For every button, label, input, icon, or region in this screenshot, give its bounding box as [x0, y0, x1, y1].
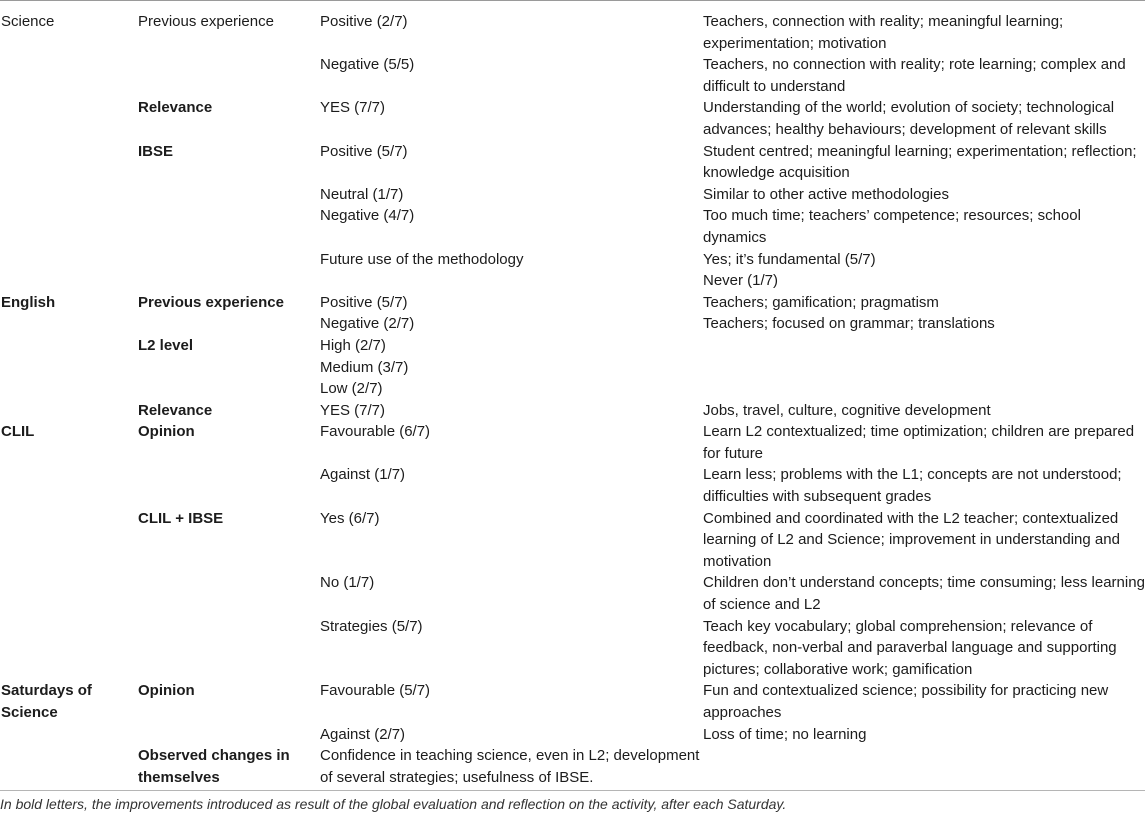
section-cell	[0, 270, 138, 292]
table-row	[0, 745, 1145, 788]
table-row	[0, 184, 1145, 206]
section-cell	[0, 335, 138, 357]
table-row	[0, 141, 1145, 184]
comment-cell: Teach key vocabulary; global comprehension; relevance of feedback, non-verbal and paraverbal language and supporting pictures; collaborative work; gamification	[703, 617, 1117, 678]
comment-cell: Too much time; teachers’ competence; resources; school dynamics	[703, 207, 1081, 246]
comment-cell: Yes; it’s fundamental (5/7)	[703, 250, 876, 268]
item-cell	[320, 270, 703, 292]
table-row	[0, 400, 1145, 422]
category-cell	[138, 54, 320, 97]
item-cell: YES (7/7)	[320, 99, 386, 117]
category-cell: IBSE	[138, 142, 174, 160]
item-cell: Against (2/7)	[320, 725, 406, 743]
category-cell	[138, 572, 320, 615]
category-cell: Observed changes in themselves	[138, 747, 290, 786]
table-row	[0, 572, 1145, 615]
comment-cell: Combined and coordinated with the L2 teacher; contextualized learning of L2 and Science; improvement in understanding and motivation	[703, 509, 1120, 570]
table-row	[0, 378, 1145, 400]
item-cell: No (1/7)	[320, 574, 375, 592]
category-cell: CLIL + IBSE	[138, 509, 224, 527]
section-cell	[0, 616, 138, 681]
category-cell	[138, 270, 320, 292]
comment-cell: Teachers; focused on grammar; translations	[703, 315, 995, 333]
item-cell: Neutral (1/7)	[320, 185, 404, 203]
comment-cell: Teachers, no connection with reality; rote learning; complex and difficult to understand	[703, 56, 1126, 95]
table-row	[0, 724, 1145, 746]
section-cell	[0, 249, 138, 271]
table-row	[0, 54, 1145, 97]
item-cell: Negative (4/7)	[320, 207, 415, 225]
category-cell	[138, 184, 320, 206]
item-cell: Confidence in teaching science, even in L2; development of several strategies; usefulness of IBSE.	[320, 747, 700, 786]
table-row	[0, 270, 1145, 292]
table-row	[0, 508, 1145, 573]
category-cell	[138, 378, 320, 400]
item-cell: Strategies (5/7)	[320, 617, 423, 635]
section-cell	[0, 184, 138, 206]
category-cell: Opinion	[138, 682, 195, 700]
section-cell	[0, 724, 138, 746]
section-cell	[0, 400, 138, 422]
comment-cell: Fun and contextualized science; possibility for practicing new approaches	[703, 682, 1109, 721]
category-cell	[138, 313, 320, 335]
category-cell: Relevance	[138, 99, 213, 117]
comment-cell: Jobs, travel, culture, cognitive development	[703, 401, 991, 419]
item-cell: Favourable (6/7)	[320, 423, 431, 441]
item-cell: Future use of the methodology	[320, 250, 524, 268]
category-cell: Opinion	[138, 423, 195, 441]
section-cell	[0, 378, 138, 400]
section-cell	[0, 464, 138, 507]
table-footnote: In bold letters, the improvements introduced as result of the global evaluation and reflection on the activity, after each Saturday.	[0, 796, 787, 812]
comment-cell: Teachers, connection with reality; meaningful learning; experimentation; motivation	[703, 13, 1064, 52]
section-cell	[0, 745, 138, 788]
category-cell	[138, 205, 320, 248]
item-cell: Low (2/7)	[320, 380, 383, 398]
section-cell	[0, 205, 138, 248]
item-cell: Medium (3/7)	[320, 358, 409, 376]
category-cell: Previous experience	[138, 293, 284, 311]
comment-cell	[703, 378, 1145, 400]
section-cell	[0, 508, 138, 573]
section-cell	[0, 357, 138, 379]
table-row	[0, 313, 1145, 335]
section-cell	[0, 54, 138, 97]
section-cell	[0, 97, 138, 140]
comment-cell: Loss of time; no learning	[703, 725, 867, 743]
comment-cell: Children don’t understand concepts; time consuming; less learning of science and L2	[703, 574, 1145, 614]
item-cell: Against (1/7)	[320, 466, 406, 484]
table-row	[0, 357, 1145, 379]
item-cell: Negative (5/5)	[320, 56, 415, 74]
results-table-body	[0, 1, 1145, 788]
table-row	[0, 680, 1145, 723]
item-cell: Positive (2/7)	[320, 13, 408, 30]
category-cell: Previous experience	[138, 13, 274, 30]
section-cell: English	[1, 293, 56, 311]
item-cell: Negative (2/7)	[320, 315, 415, 333]
table-row	[0, 1, 1145, 54]
item-cell: Positive (5/7)	[320, 142, 408, 160]
category-cell: L2 level	[138, 336, 194, 354]
item-cell: Positive (5/7)	[320, 293, 408, 311]
table-row	[0, 464, 1145, 507]
table-row	[0, 335, 1145, 357]
table-row	[0, 616, 1145, 681]
comment-cell	[703, 357, 1145, 379]
category-cell	[138, 724, 320, 746]
section-cell	[0, 313, 138, 335]
section-cell: CLIL	[1, 423, 35, 441]
table-row	[0, 292, 1145, 314]
item-cell: Favourable (5/7)	[320, 682, 431, 700]
category-cell: Relevance	[138, 401, 213, 419]
category-cell	[138, 464, 320, 507]
table-row	[0, 421, 1145, 464]
comment-cell: Similar to other active methodologies	[703, 185, 949, 203]
table-row	[0, 249, 1145, 271]
comment-cell: Learn L2 contextualized; time optimization; children are prepared for future	[703, 423, 1135, 462]
results-table	[0, 1, 1145, 788]
section-cell: Science	[1, 13, 55, 30]
table-row	[0, 205, 1145, 248]
item-cell: YES (7/7)	[320, 401, 386, 419]
item-cell: High (2/7)	[320, 336, 386, 354]
category-cell	[138, 249, 320, 271]
section-cell	[0, 572, 138, 615]
comment-cell: Understanding of the world; evolution of society; technological advances; healthy behaviours; development of relevant skills	[703, 99, 1115, 138]
section-cell	[0, 141, 138, 184]
comment-cell	[703, 745, 1145, 788]
comment-cell: Student centred; meaningful learning; experimentation; reflection; knowledge acquisition	[703, 142, 1137, 182]
item-cell: Yes (6/7)	[320, 509, 380, 527]
comment-cell: Teachers; gamification; pragmatism	[703, 293, 939, 311]
category-cell	[138, 616, 320, 681]
section-cell: Saturdays of Science	[1, 682, 92, 721]
comment-cell: Learn less; problems with the L1; concepts are not understood; difficulties with subsequent grades	[703, 466, 1122, 506]
category-cell	[138, 357, 320, 379]
table-bottom-rule	[0, 790, 1145, 791]
comment-cell: Never (1/7)	[703, 272, 779, 290]
table-row	[0, 97, 1145, 140]
comment-cell	[703, 335, 1145, 357]
